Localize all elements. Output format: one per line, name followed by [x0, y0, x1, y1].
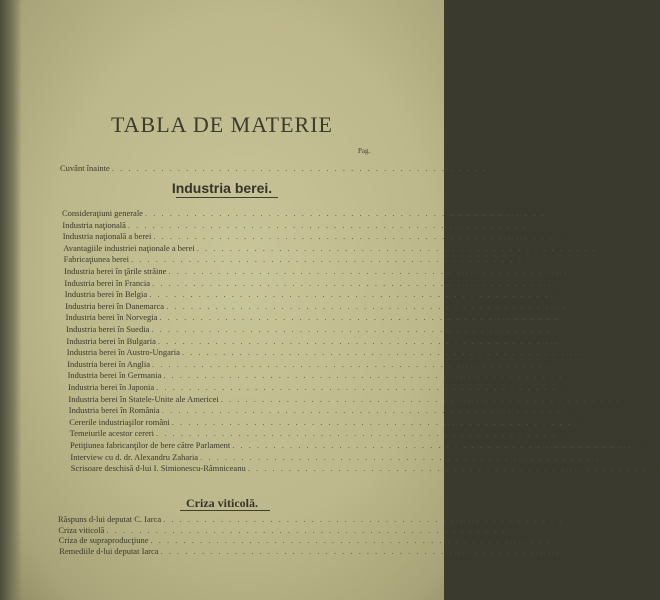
dot-leader: . . . . . . . . . . . . . . . . . . . . . . . . . . . . . . . . . . . . . . . . . . . . . . . . .: [247, 463, 648, 474]
toc-entry: [66, 324, 564, 336]
toc-entry-title: Industria berei în Austro-Ungaria: [66, 347, 180, 358]
toc-entry: [63, 254, 544, 266]
toc-entry: [69, 428, 569, 440]
toc-entry-title: Scrisoare deschisă d-lui I. Simionescu-Râmniceanu: [70, 463, 246, 474]
page-column-label: Pag.: [358, 147, 371, 155]
toc-entry: [67, 370, 576, 382]
toc-entry-page: 21: [552, 289, 562, 300]
dot-leader: . . . . . . . . . . . . . . . . . . . . . . . . . . . . . . . . . . . . . . . . . . . . . . . . .: [156, 382, 557, 392]
dot-leader: . . . . . . . . . . . . . . . . . . . . . . . . . . . . . . . . . . . . . . . . . . . . . . . . .: [152, 277, 553, 288]
toc-entry-title: Industria berei în Suedia: [66, 324, 150, 334]
toc-entry-title: Industria berei în Anglia: [67, 358, 151, 369]
toc-entry-title: Cuvânt înainte: [60, 163, 110, 173]
dot-leader: . . . . . . . . . . . . . . . . . . . . . . . . . . . . . . . . . . . . . . . . . . . . . . . . .: [151, 324, 552, 334]
toc-entry: [64, 277, 565, 290]
toc-entry-page: 22: [569, 300, 579, 311]
toc-entry-title: Petiţiunea fabricanţilor de bere către Parlament: [70, 440, 231, 450]
toc-entry-title: Consideraţiuni generale: [62, 208, 143, 218]
toc-entry: [65, 300, 579, 313]
dot-leader: . . . . . . . . . . . . . . . . . . . . . . . . . . . . . . . . . . . . . . . . . . . . . . . . .: [155, 428, 557, 439]
dot-leader: . . . . . . . . . . . . . . . . . . . . . . . . . . . . . . . . . . . . . . . . . . . . . . . . .: [163, 514, 564, 524]
toc-entry-page: 28: [624, 393, 633, 404]
toc-entry-title: Criza viticolă: [58, 524, 105, 535]
toc-entry-page: 24: [585, 347, 594, 358]
toc-entry-title: Cererile industriaşilor români: [69, 416, 170, 427]
toc-entry-page: 32: [559, 428, 569, 439]
toc-entry-page: 5: [552, 208, 558, 218]
toc-entry-preface: [60, 163, 500, 175]
toc-entry-page: 40: [603, 451, 613, 462]
dot-leader: . . . . . . . . . . . . . . . . . . . . . . . . . . . . . . . . . . . . . . . . . . . . . . . . .: [181, 347, 582, 358]
toc-entry: [65, 312, 572, 324]
dot-leader: . . . . . . . . . . . . . . . . . . . . . . . . . . . . . . . . . . . . . . . . . . . . . . . . .: [171, 416, 572, 427]
toc-entry-title: Temeiurile acestor cereri: [69, 428, 154, 439]
toc-entry-title: Avantagiile industriei naţionale a berei: [63, 242, 195, 253]
toc-entry-title: Industria berei în Statele-Unite ale Americei: [68, 393, 219, 404]
toc-entry-title: Industria berei în ţările străine: [64, 266, 167, 276]
toc-entry-page: 9: [604, 242, 609, 253]
toc-entry: [63, 242, 609, 255]
toc-entry: [68, 405, 574, 417]
toc-entry-page: 19: [555, 277, 565, 288]
toc-entry-page: 23: [563, 312, 572, 323]
dot-leader: . . . . . . . . . . . . . . . . . . . . . . . . . . . . . . . . . . . . . . . . . . . . . . . . .: [153, 231, 554, 242]
toc-entry-page: 28: [559, 382, 569, 392]
dot-leader: . . . . . . . . . . . . . . . . . . . . . . . . . . . . . . . . . . . . . . . . . . . . . . . . .: [196, 242, 597, 253]
section-heading-wine: Criza viticolă.: [186, 496, 258, 510]
section-underline: [180, 510, 270, 511]
dot-leader: . . . . . . . . . . . . . . . . . . . . . . . . . . . . . . . . . . . . . . . . . . . . . . . . .: [163, 370, 564, 381]
toc-entry-title: Industria berei în Belgia: [64, 289, 148, 300]
dot-leader: . . . . . . . . . . . . . . . . . . . . . . . . . . . . . . . . . . . . . . . . . . . . . . . . .: [149, 289, 550, 300]
toc-entry-page: 29: [565, 405, 574, 416]
section-heading-beer: Industria berei.: [171, 180, 273, 196]
toc-entry-title: Industria berei în Germania: [67, 370, 162, 381]
dot-leader: . . . . . . . . . . . . . . . . . . . . . . . . . . . . . . . . . . . . . . . . . . . . . . . . .: [130, 254, 532, 265]
toc-entry: [69, 416, 584, 429]
toc-entry: [70, 451, 613, 464]
toc-entry: [68, 393, 633, 406]
section-underline: [176, 197, 278, 198]
toc-entry-page: 16: [572, 266, 581, 276]
toc-entry-page: 24: [561, 335, 570, 346]
toc-entry: [62, 219, 541, 232]
toc-entry-page: 55: [554, 535, 563, 545]
toc-entry-title: Industria berei în Danemarca: [65, 300, 165, 311]
toc-entry-page: 11: [534, 254, 544, 265]
toc-entry-page: 23: [554, 324, 564, 334]
toc-entry-page: 52: [510, 524, 519, 535]
dot-leader: . . . . . . . . . . . . . . . . . . . . . . . . . . . . . . . . . . . . . . . . . . . . . . . . .: [152, 358, 553, 369]
toc-entry-page: 51: [566, 514, 576, 524]
toc-entry-page: 3: [494, 163, 500, 173]
dot-leader: . . . . . . . . . . . . . . . . . . . . . . . . . . . . . . . . . . . . . . . . . . . . . . . . .: [232, 440, 633, 450]
toc-entry-page: 46: [651, 463, 660, 474]
toc-entry-page: 6: [535, 219, 541, 230]
toc-entry: [68, 382, 569, 394]
toc-entry: [59, 545, 573, 558]
dot-leader: . . . . . . . . . . . . . . . . . . . . . . . . . . . . . . . . . . . . . . . . . . . . . . . . .: [106, 524, 507, 535]
toc-entry-page: 38: [635, 440, 645, 450]
toc-entry: [70, 440, 645, 452]
toc-entry: [67, 358, 565, 371]
toc-entry-title: Industria berei în Francia: [64, 277, 151, 288]
toc-entry-title: Fabricaţiunea berei: [63, 254, 129, 265]
toc-entry: [64, 289, 562, 301]
toc-entry: [62, 208, 558, 220]
toc-entry-page: 31: [575, 416, 584, 427]
toc-entry-page: 58: [564, 545, 573, 556]
dot-leader: . . . . . . . . . . . . . . . . . . . . . . . . . . . . . . . . . . . . . . . . . . . . . . . . .: [127, 219, 529, 230]
dot-leader: . . . . . . . . . . . . . . . . . . . . . . . . . . . . . . . . . . . . . . . . . . . . . . . . .: [161, 405, 562, 416]
toc-entry-title: Industria naţională a berei: [62, 231, 152, 242]
dot-leader: . . . . . . . . . . . . . . . . . . . . . . . . . . . . . . . . . . . . . . . . . . . . . . . . .: [200, 451, 601, 462]
toc-entry-title: Răspuns d-lui deputat C. Iarca: [58, 514, 162, 524]
toc-entry: [70, 463, 660, 475]
toc-entry: [62, 231, 566, 243]
toc-entry-title: Industria naţională: [62, 219, 126, 230]
toc-entry: [64, 266, 581, 278]
page-title: TABLA DE MATERIE: [110, 112, 333, 137]
dot-leader: . . . . . . . . . . . . . . . . . . . . . . . . . . . . . . . . . . . . . . . . . . . . . . . . .: [159, 312, 560, 323]
dot-leader: . . . . . . . . . . . . . . . . . . . . . . . . . . . . . . . . . . . . . . . . . . . . . . . . .: [144, 208, 546, 218]
dot-leader: . . . . . . . . . . . . . . . . . . . . . . . . . . . . . . . . . . . . . . . . . . . . . . . . .: [220, 393, 621, 404]
dot-leader: . . . . . . . . . . . . . . . . . . . . . . . . . . . . . . . . . . . . . . . . . . . . . .: [111, 163, 488, 173]
dot-leader: . . . . . . . . . . . . . . . . . . . . . . . . . . . . . . . . . . . . . . . . . . . . . . . . .: [150, 535, 551, 545]
toc-entry-page: 8: [561, 231, 566, 242]
toc-entry: [66, 347, 594, 359]
toc-entry-title: Industria berei în Norvegia: [65, 312, 158, 323]
toc-entry-title: Remediile d-lui deputat Iarca: [59, 545, 159, 556]
toc-entry-title: Industria berei în Bulgaria: [66, 335, 156, 346]
dot-leader: . . . . . . . . . . . . . . . . . . . . . . . . . . . . . . . . . . . . . . . . . . . . . . . . .: [160, 545, 561, 556]
toc-entry-title: Criza de supraproducţiune: [58, 535, 149, 545]
toc-entry-page: 27: [566, 370, 576, 381]
toc-entry-title: Industria berei în Japonia: [68, 382, 155, 392]
dot-leader: . . . . . . . . . . . . . . . . . . . . . . . . . . . . . . . . . . . . . . . . . . . . . . . . .: [157, 335, 558, 346]
toc-entry-title: Interview cu d. dr. Alexandru Zaharia: [70, 451, 199, 462]
toc-entry: [66, 335, 570, 348]
dot-leader: . . . . . . . . . . . . . . . . . . . . . . . . . . . . . . . . . . . . . . . . . . . . . . . . .: [168, 266, 569, 276]
toc-entry-title: Industria berei în România: [68, 405, 160, 416]
dot-leader: . . . . . . . . . . . . . . . . . . . . . . . . . . . . . . . . . . . . . . . . . . . . . . . . .: [166, 300, 567, 311]
toc-entry-page: 26: [555, 358, 565, 369]
